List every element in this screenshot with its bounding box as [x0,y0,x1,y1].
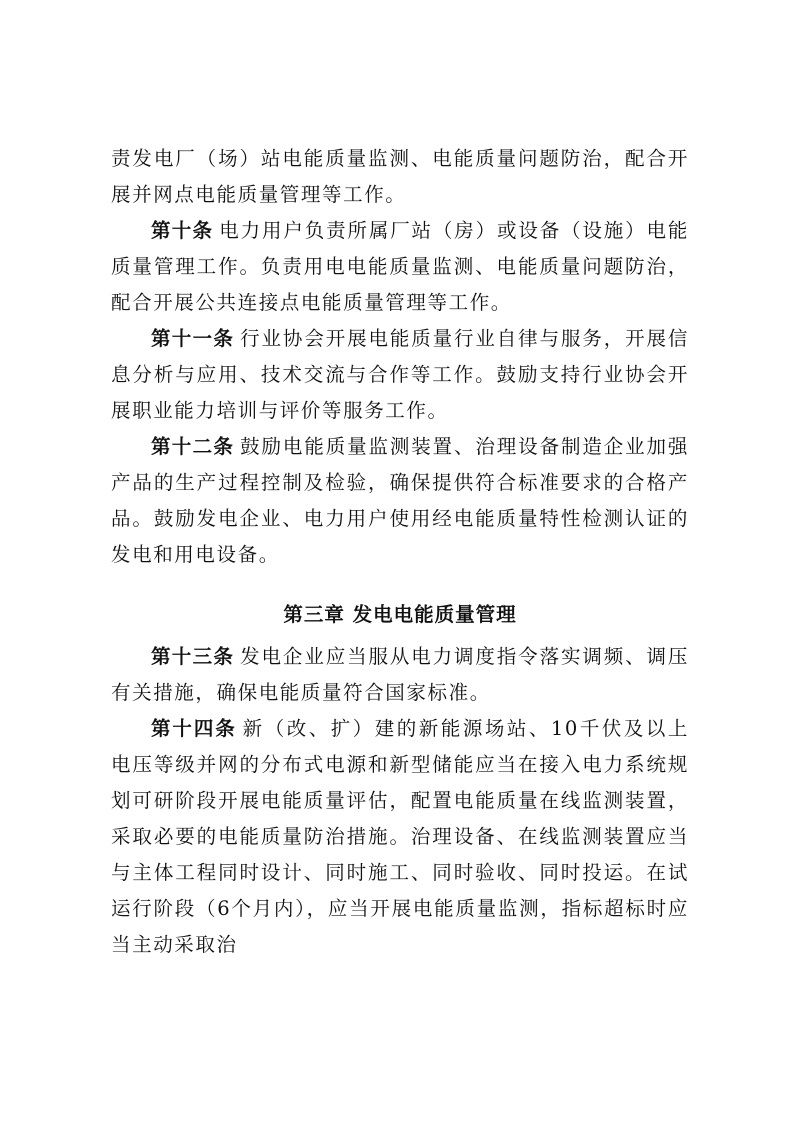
article-12 [111,429,689,573]
article-13 [111,639,689,711]
article-14 [111,711,689,963]
article-10 [111,213,689,321]
continued-paragraph [111,141,689,213]
article-number: 第十二条 [151,435,235,458]
article-text: 电力用户负责所属厂站（房）或设备（设施）电能质量管理工作。负责用电电能质量监测、电能质量问题防治，配合开展公共连接点电能质量管理等工作。 [111,219,689,314]
article-number: 第十四条 [151,717,237,740]
article-number: 第十三条 [151,645,235,668]
document-page [111,141,689,963]
article-11 [111,321,689,429]
article-number: 第十条 [151,219,214,242]
paragraph-text: 责发电厂（场）站电能质量监测、电能质量问题防治，配合开展并网点电能质量管理等工作。 [111,147,689,206]
article-text: 发电企业应当服从电力调度指令落实调频、调压有关措施，确保电能质量符合国家标准。 [111,645,689,704]
chapter-heading: 第三章 发电电能质量管理 [283,603,517,626]
article-text: 新（改、扩）建的新能源场站、10千伏及以上电压等级并网的分布式电源和新型储能应当在接入电力系统规划可研阶段开展电能质量评估，配置电能质量在线监测装置，采取必要的电能质量防治措施。治理设备、在线监测装置应当与主体工程同时设计、同时施工、同时验收、同时投运。在试运行阶段（6个月内），应当开展电能质量监测，指标超标时应当主动采取治 [111,717,689,956]
article-text: 行业协会开展电能质量行业自律与服务，开展信息分析与应用、技术交流与合作等工作。鼓励支持行业协会开展职业能力培训与评价等服务工作。 [111,327,689,422]
article-number: 第十一条 [151,327,235,350]
article-text: 鼓励电能质量监测装置、治理设备制造企业加强产品的生产过程控制及检验，确保提供符合标准要求的合格产品。鼓励发电企业、电力用户使用经电能质量特性检测认证的发电和用电设备。 [111,435,689,566]
